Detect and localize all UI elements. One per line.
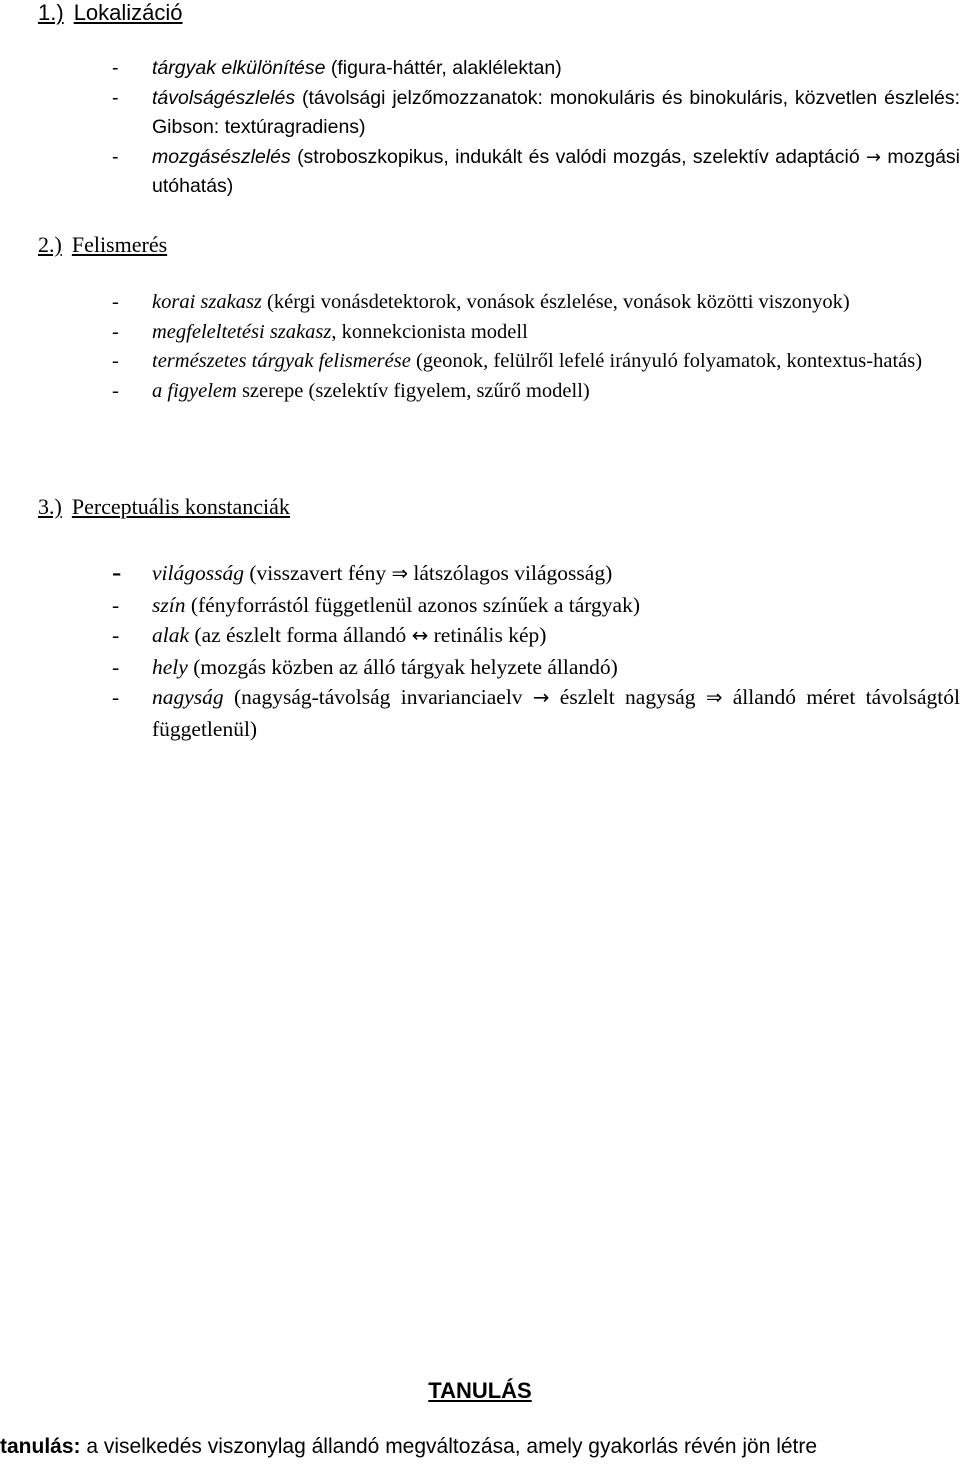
- double-arrow-right-icon: ⇒: [705, 686, 723, 709]
- section-3-list: [112, 558, 960, 744]
- list-item: - nagyság (nagyság-távolság invarianciaelv → észlelt nagyság ⇒ állandó méret távolságtól függetlenül): [112, 685, 960, 741]
- section-number: 2.): [38, 232, 62, 257]
- section-1-list: [112, 54, 960, 202]
- list-item: - hely (mozgás közben az álló tárgyak helyzete állandó): [112, 654, 618, 679]
- list-item: - távolságészlelés (távolsági jelzőmozzanatok: monokuláris és binokuláris, közvetlen észlelés: Gibson: textúragradiens): [112, 86, 960, 139]
- list-item: - alak (az észlelt forma állandó ↔ retinális kép): [112, 623, 547, 647]
- definition-term: tanulás:: [0, 1435, 81, 1458]
- list-item: - világosság (visszavert fény ⇒ látszólagos világosság): [112, 557, 613, 588]
- list-item: - természetes tárgyak felismerése (geonok, felülről lefelé irányuló folyamatok, kontextus-hatás): [112, 350, 923, 373]
- section-title: Perceptuális konstanciák: [71, 494, 290, 519]
- arrow-right-icon: →: [532, 686, 550, 709]
- section-number: 3.): [38, 494, 62, 519]
- section-title: Felismerés: [71, 232, 168, 257]
- section-2-heading: [38, 232, 167, 258]
- definition-text: a viselkedés viszonylag állandó megváltozása, amely gyakorlás révén jön létre: [80, 1435, 818, 1458]
- tanulas-definition: [0, 1433, 817, 1461]
- section-title: Lokalizáció: [73, 0, 183, 25]
- list-item: - korai szakasz (kérgi vonásdetektorok, vonások észlelése, vonások közötti viszonyok): [112, 291, 850, 313]
- list-item: - a figyelem szerepe (szelektív figyelem, szűrő modell): [112, 379, 590, 402]
- section-1-heading: [38, 0, 183, 26]
- list-item: - mozgásészlelés (stroboszkopikus, indukált és valódi mozgás, szelektív adaptáció → mozgási utóhatás): [112, 145, 960, 198]
- list-item: - szín (fényforrástól függetlenül azonos színűek a tárgyak): [112, 592, 640, 617]
- section-2-list: [112, 288, 960, 406]
- section-number: 1.): [38, 0, 64, 25]
- list-item: - megfeleltetési szakasz, konnekcionista modell: [112, 320, 528, 343]
- double-arrow-right-icon: ⇒: [391, 562, 409, 585]
- section-3-heading: [38, 494, 290, 520]
- list-item: - tárgyak elkülönítése (figura-háttér, alaklélektan): [112, 57, 562, 79]
- arrow-right-icon: →: [866, 146, 882, 168]
- tanulas-heading: TANULÁS: [428, 1378, 532, 1403]
- arrow-left-right-icon: ↔: [411, 624, 429, 647]
